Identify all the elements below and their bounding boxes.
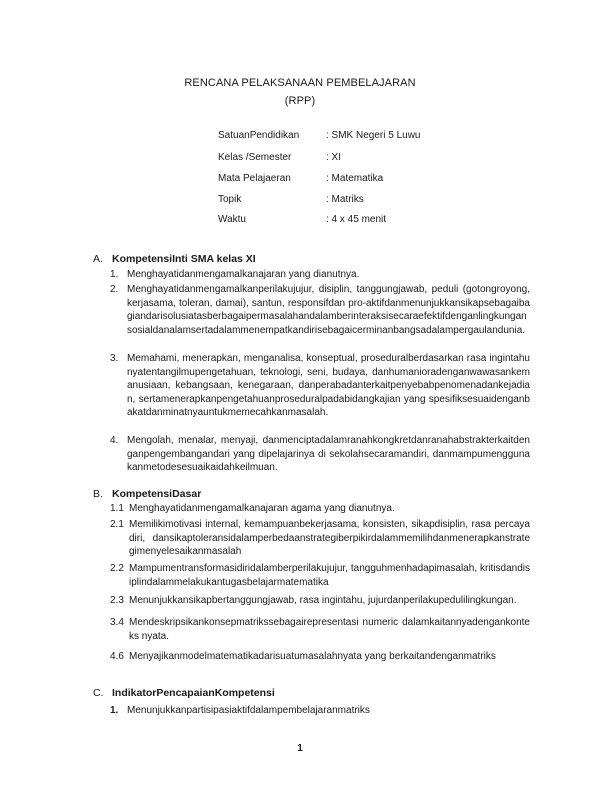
item-text: Menghayatidanmengamalkanperilakujujur, disiplin, tanggungjawab, peduli (gotongroyong, kerjasama, toleran, damai), santun, responsifdan pro-aktifdanmenunjukkansikapsebagaibagiandarisolusiatasberbagaipermasalahandalamberinteraksisecaraefektifdenganlingkungansosialdanalamsertadalammenempatkandirisebagaicerminanbangsadalampergaulandunia. bbox=[127, 284, 530, 336]
document-title: RENCANA PELAKSANAAN PEMBELAJARAN bbox=[184, 77, 416, 89]
section-c-heading bbox=[93, 687, 275, 699]
item-number: 4.6 bbox=[110, 651, 124, 662]
identity-value: : XI bbox=[326, 152, 342, 163]
list-item bbox=[110, 650, 530, 664]
item-number: 1.1 bbox=[110, 503, 124, 514]
item-number: 1. bbox=[110, 269, 119, 280]
section-letter: A. bbox=[93, 253, 103, 265]
list-item bbox=[110, 616, 530, 643]
list-item bbox=[110, 594, 530, 608]
section-letter: B. bbox=[93, 488, 103, 500]
identity-row-class bbox=[0, 152, 600, 166]
section-title: KompetensiDasar bbox=[112, 488, 202, 500]
item-text: Mengolah, menalar, menyaji, danmenciptadalamranahkongkretdanranahabstrakterkaitdenganpengembangandari yang dipelajarinya di sekolahsecaramandiri, danmampumenggunakanmetodesesuaikaidahkeilmuan. bbox=[127, 435, 530, 474]
identity-row-school bbox=[0, 130, 600, 144]
identity-value: : Matriks bbox=[326, 194, 364, 205]
identity-label: Waktu bbox=[218, 214, 246, 225]
identity-row-time bbox=[0, 214, 600, 228]
item-text: Memilikimotivasi internal, kemampuanbekerjasama, konsisten, sikapdisiplin, rasa percayadiri, dansikaptoleransidalamperbedaanstrategiberpikirdalammemilihdanmenerapkanstrategimenyelesaikanmasalah bbox=[129, 519, 530, 558]
item-number: 3. bbox=[110, 353, 119, 364]
item-number: 2. bbox=[110, 284, 119, 295]
list-item bbox=[110, 518, 530, 559]
item-text: Menunjukkansikapbertanggungjawab, rasa ingintahu, jujurdanperilakupedulilingkungan. bbox=[129, 595, 517, 606]
item-number: 3.4 bbox=[110, 617, 124, 628]
identity-value: : 4 x 45 menit bbox=[326, 214, 387, 225]
list-item bbox=[110, 704, 530, 718]
item-text: Mampumentransformasidiridalamberperilakujujur, tangguhmenhadapimasalah, kritisdandisiplindalammelakukantugasbelajarmatematika bbox=[129, 563, 530, 588]
list-item bbox=[110, 283, 530, 337]
list-item bbox=[110, 502, 530, 516]
list-item bbox=[110, 352, 530, 420]
page-number: 1 bbox=[297, 743, 303, 754]
identity-label: Kelas /Semester bbox=[218, 152, 292, 163]
item-number: 4. bbox=[110, 435, 119, 446]
list-item bbox=[110, 434, 530, 475]
identity-label: Topik bbox=[218, 194, 242, 205]
item-text: Mendeskripsikankonsepmatrikssebagairepresentasi numeric dalamkaitannyadengankonteks nyata. bbox=[129, 617, 530, 642]
item-text: Menunjukkanpartisipasiaktifdalampembelajaranmatriks bbox=[127, 705, 370, 716]
item-number: 2.3 bbox=[110, 595, 124, 606]
item-text: Menyajikanmodelmatematikadarisuatumasalahnyata yang berkaitandenganmatriks bbox=[129, 651, 496, 662]
identity-value: : SMK Negeri 5 Luwu bbox=[326, 130, 421, 141]
list-item bbox=[110, 268, 530, 282]
item-number: 2.1 bbox=[110, 519, 124, 530]
item-number: 1. bbox=[110, 705, 119, 716]
section-b-heading bbox=[93, 488, 201, 500]
item-text: Memahami, menerapkan, menganalisa, konseptual, proseduralberdasarkan rasa ingintahunyatentangilmupengetahuan, teknologi, seni, budaya, danhumanioradenganwawasankemanusiaan, kebangsaan, kenegaraan, danperabadanterkaitpenyebabpenomenadankejadian, sertamenerapkanpengetahuanproseduralpadabidangkajian yang spesifiksesuaidenganbakatdanminatnyauntukmemecahkanmasalah. bbox=[127, 353, 530, 419]
list-item bbox=[110, 562, 530, 589]
identity-row-subject bbox=[0, 173, 600, 187]
identity-label: Mata Pelajaeran bbox=[218, 173, 291, 184]
identity-label: SatuanPendidikan bbox=[218, 130, 300, 141]
section-letter: C. bbox=[93, 687, 104, 699]
item-text: Menghayatidanmengamalkanajaran agama yang dianutnya. bbox=[129, 503, 395, 514]
identity-row-topic bbox=[0, 194, 600, 208]
section-title: IndikatorPencapaianKompetensi bbox=[112, 687, 275, 699]
item-number: 2.2 bbox=[110, 563, 124, 574]
item-text: Menghayatidanmengamalkanajaran yang dianutnya. bbox=[127, 269, 360, 280]
section-a-heading bbox=[93, 253, 256, 265]
section-title: KompetensiInti SMA kelas XI bbox=[112, 253, 256, 265]
identity-value: : Matematika bbox=[326, 173, 384, 184]
document-subtitle: (RPP) bbox=[284, 95, 316, 107]
